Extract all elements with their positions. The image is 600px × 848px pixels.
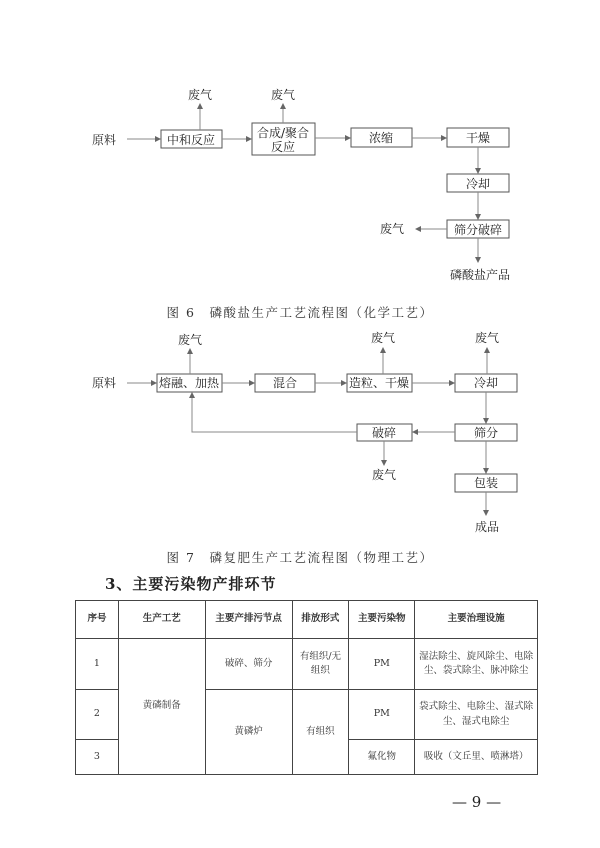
fig7-step-label: 破碎: [371, 426, 397, 440]
cell-node: 黄磷炉: [205, 690, 292, 775]
fig6-step-label: 反应: [270, 140, 296, 154]
fig7-exhaust-4: 废气: [371, 468, 397, 482]
pollutant-table: [75, 600, 538, 775]
cell-no: 3: [76, 740, 119, 775]
header-cell: 排放形式: [292, 601, 349, 639]
fig6-input: 原料: [92, 133, 117, 147]
fig6-step-label: 筛分破碎: [453, 223, 503, 237]
fig6-exhaust-3: 废气: [380, 222, 405, 236]
fig7-caption: 图 7 磷复肥生产工艺流程图（物理工艺）: [166, 550, 434, 565]
fig7-step-label: 包装: [473, 476, 499, 490]
fig6-step-label: 干燥: [465, 131, 491, 145]
fig6-exhaust-1: 废气: [187, 88, 213, 102]
cell-form: 有组织: [292, 690, 349, 775]
fig6-product: 磷酸盐产品: [449, 268, 511, 282]
cell-pollutant: PM: [349, 639, 415, 690]
header-cell: 序号: [76, 601, 119, 639]
figure-7: [92, 330, 517, 565]
cell-no: 1: [76, 639, 119, 690]
fig7-product: 成品: [474, 520, 500, 534]
fig7-step-label: 冷却: [473, 376, 499, 390]
table-row: [76, 639, 538, 690]
cell-facility: 袋式除尘、电除尘、湿式除尘、湿式电除尘: [415, 690, 538, 740]
cell-facility: 湿法除尘、旋风除尘、电除尘、袋式除尘、脉冲除尘: [415, 639, 538, 690]
fig7-input: 原料: [92, 376, 117, 390]
header-cell: 主要产排污节点: [205, 601, 292, 639]
figure-6: [92, 87, 510, 320]
fig7-exhaust-2: 废气: [370, 331, 396, 345]
page-number: — 9 —: [452, 793, 502, 811]
fig7-step-label: 混合: [272, 376, 298, 390]
header-cell: 主要污染物: [349, 601, 415, 639]
cell-node: 破碎、筛分: [205, 639, 292, 690]
header-cell: 生产工艺: [118, 601, 205, 639]
header-cell: 主要治理设施: [415, 601, 538, 639]
fig7-step-label: 熔融、加热: [158, 376, 220, 390]
cell-process: 黄磷制备: [118, 639, 205, 775]
cell-no: 2: [76, 690, 119, 740]
fig7-exhaust-3: 废气: [474, 331, 500, 345]
fig7-step-label: 造粒、干燥: [348, 376, 410, 390]
cell-pollutant: PM: [349, 690, 415, 740]
fig6-step-label: 冷却: [465, 177, 491, 191]
fig6-step-label: 合成/聚合: [256, 126, 310, 140]
fig6-step-label: 中和反应: [166, 133, 216, 147]
cell-pollutant: 氟化物: [349, 740, 415, 775]
fig6-caption: 图 6 磷酸盐生产工艺流程图（化学工艺）: [166, 305, 434, 320]
table-header-row: [76, 601, 538, 639]
fig6-exhaust-2: 废气: [270, 88, 296, 102]
fig7-step-label: 筛分: [473, 426, 499, 440]
fig7-exhaust-1: 废气: [177, 333, 203, 347]
section-heading: 3、主要污染物产排环节: [105, 575, 277, 593]
cell-facility: 吸收（文丘里、喷淋塔）: [415, 740, 538, 775]
cell-form: 有组织/无组织: [292, 639, 349, 690]
fig6-step-label: 浓缩: [368, 131, 394, 145]
